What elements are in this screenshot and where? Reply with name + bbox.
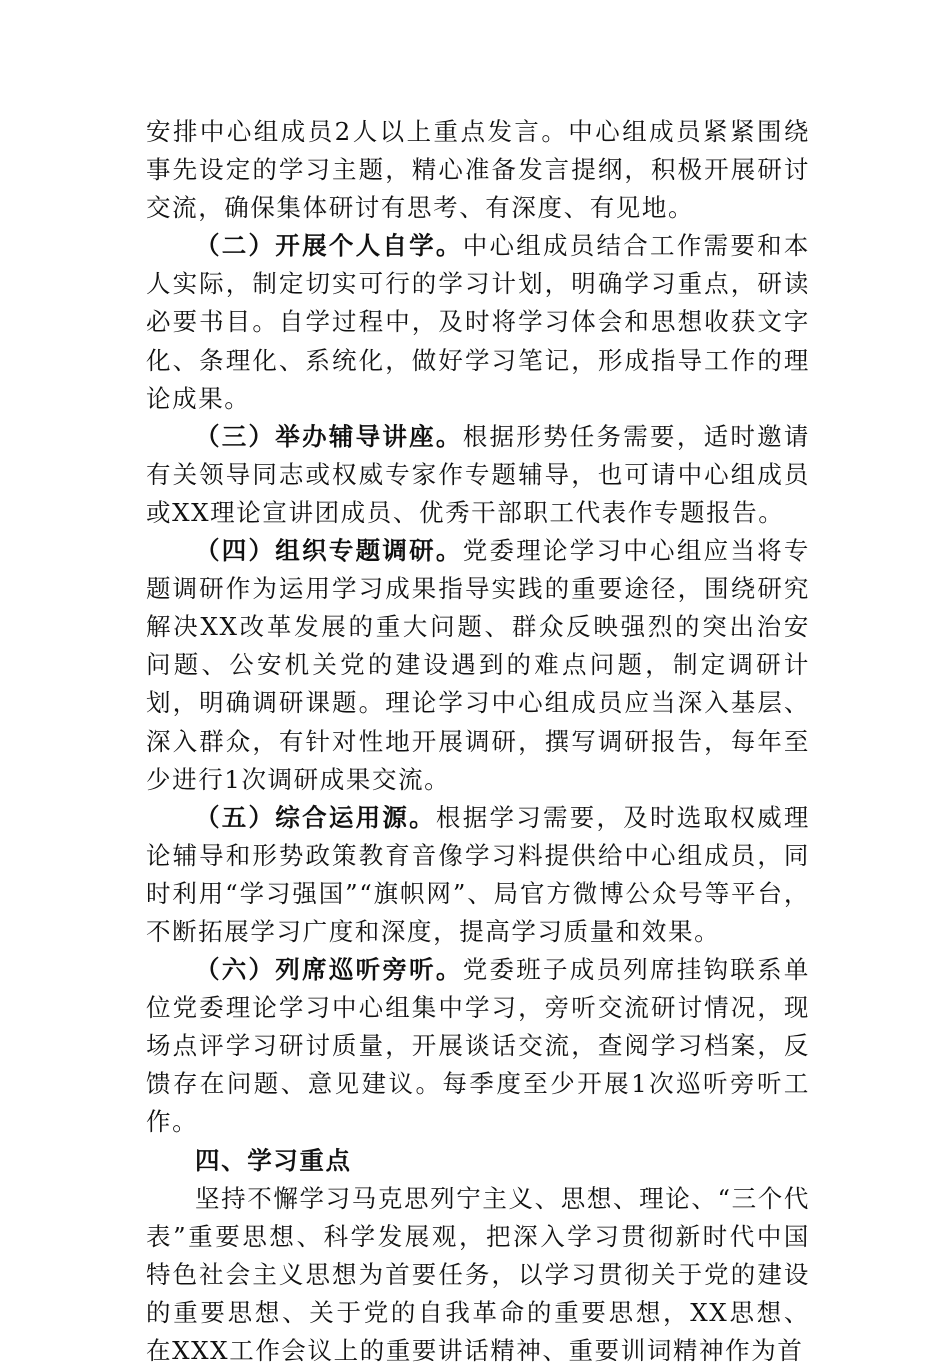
paragraph-lead: （二）开展个人自学。	[195, 231, 463, 261]
paragraph-audit-listening	[146, 951, 810, 1141]
paragraph-body: 党委班子成员列席挂钩联系单位党委理论学习中心组集中学习，旁听交流研讨情况，现场点评学习研讨质量，开展谈话交流，查阅学习档案，反馈存在问题、意见建议。每季度至少开展1次巡听旁听工作。	[146, 955, 810, 1137]
paragraph-body: 中心组成员结合工作需要和本人实际，制定切实可行的学习计划，明确学习重点，研读必要书目。自学过程中，及时将学习体会和思想收获文字化、条理化、系统化，做好学习笔记，形成指导工作的理论成果。	[146, 231, 810, 413]
paragraph-body: 党委理论学习中心组应当将专题调研作为运用学习成果指导实践的重要途径，围绕研究解决XX改革发展的重大问题、群众反映强烈的突出治安问题、公安机关党的建设遇到的难点问题，制定调研计划，明确调研课题。理论学习中心组成员应当深入基层、深入群众，有针对性地开展调研，撰写调研报告，每年至少进行1次调研成果交流。	[146, 536, 810, 794]
paragraph-body: 根据形势任务需要，适时邀请有关领导同志或权威专家作专题辅导，也可请中心组成员或XX理论宣讲团成员、优秀干部职工代表作专题报告。	[146, 421, 810, 527]
document-body	[146, 113, 810, 1370]
paragraph-body: 坚持不懈学习马克思列宁主义、思想、理论、“三个代表”重要思想、科学发展观，把深入学习贯彻新时代中国特色社会主义思想为首要任务，以学习贯彻关于党的建设的重要思想、关于党的自我革命的重要思想，XX思想、在XXX工作会议上的重要讲话精神、重要训词精神作为首	[146, 1183, 810, 1365]
paragraph-personal-study	[146, 227, 810, 417]
section-heading: 四、学习重点	[195, 1145, 352, 1175]
paragraph-lead: （六）列席巡听旁听。	[195, 955, 463, 985]
paragraph-research	[146, 532, 810, 799]
paragraph-lead: （三）举办辅导讲座。	[195, 421, 463, 451]
paragraph-continuation	[146, 113, 810, 227]
paragraph-study-focus	[146, 1180, 810, 1370]
paragraph-lectures	[146, 418, 810, 532]
paragraph-lead: （五）综合运用源。	[195, 802, 436, 832]
paragraph-resources	[146, 799, 810, 951]
paragraph-body: 安排中心组成员2人以上重点发言。中心组成员紧紧围绕事先设定的学习主题，精心准备发言提纲，积极开展研讨交流，确保集体研讨有思考、有深度、有见地。	[146, 117, 810, 223]
paragraph-body: 根据学习需要，及时选取权威理论辅导和形势政策教育音像学习料提供给中心组成员，同时利用“学习强国”“旗帜网”、局官方微博公众号等平台，不断拓展学习广度和深度，提高学习质量和效果。	[146, 802, 810, 946]
paragraph-lead: （四）组织专题调研。	[195, 536, 463, 566]
